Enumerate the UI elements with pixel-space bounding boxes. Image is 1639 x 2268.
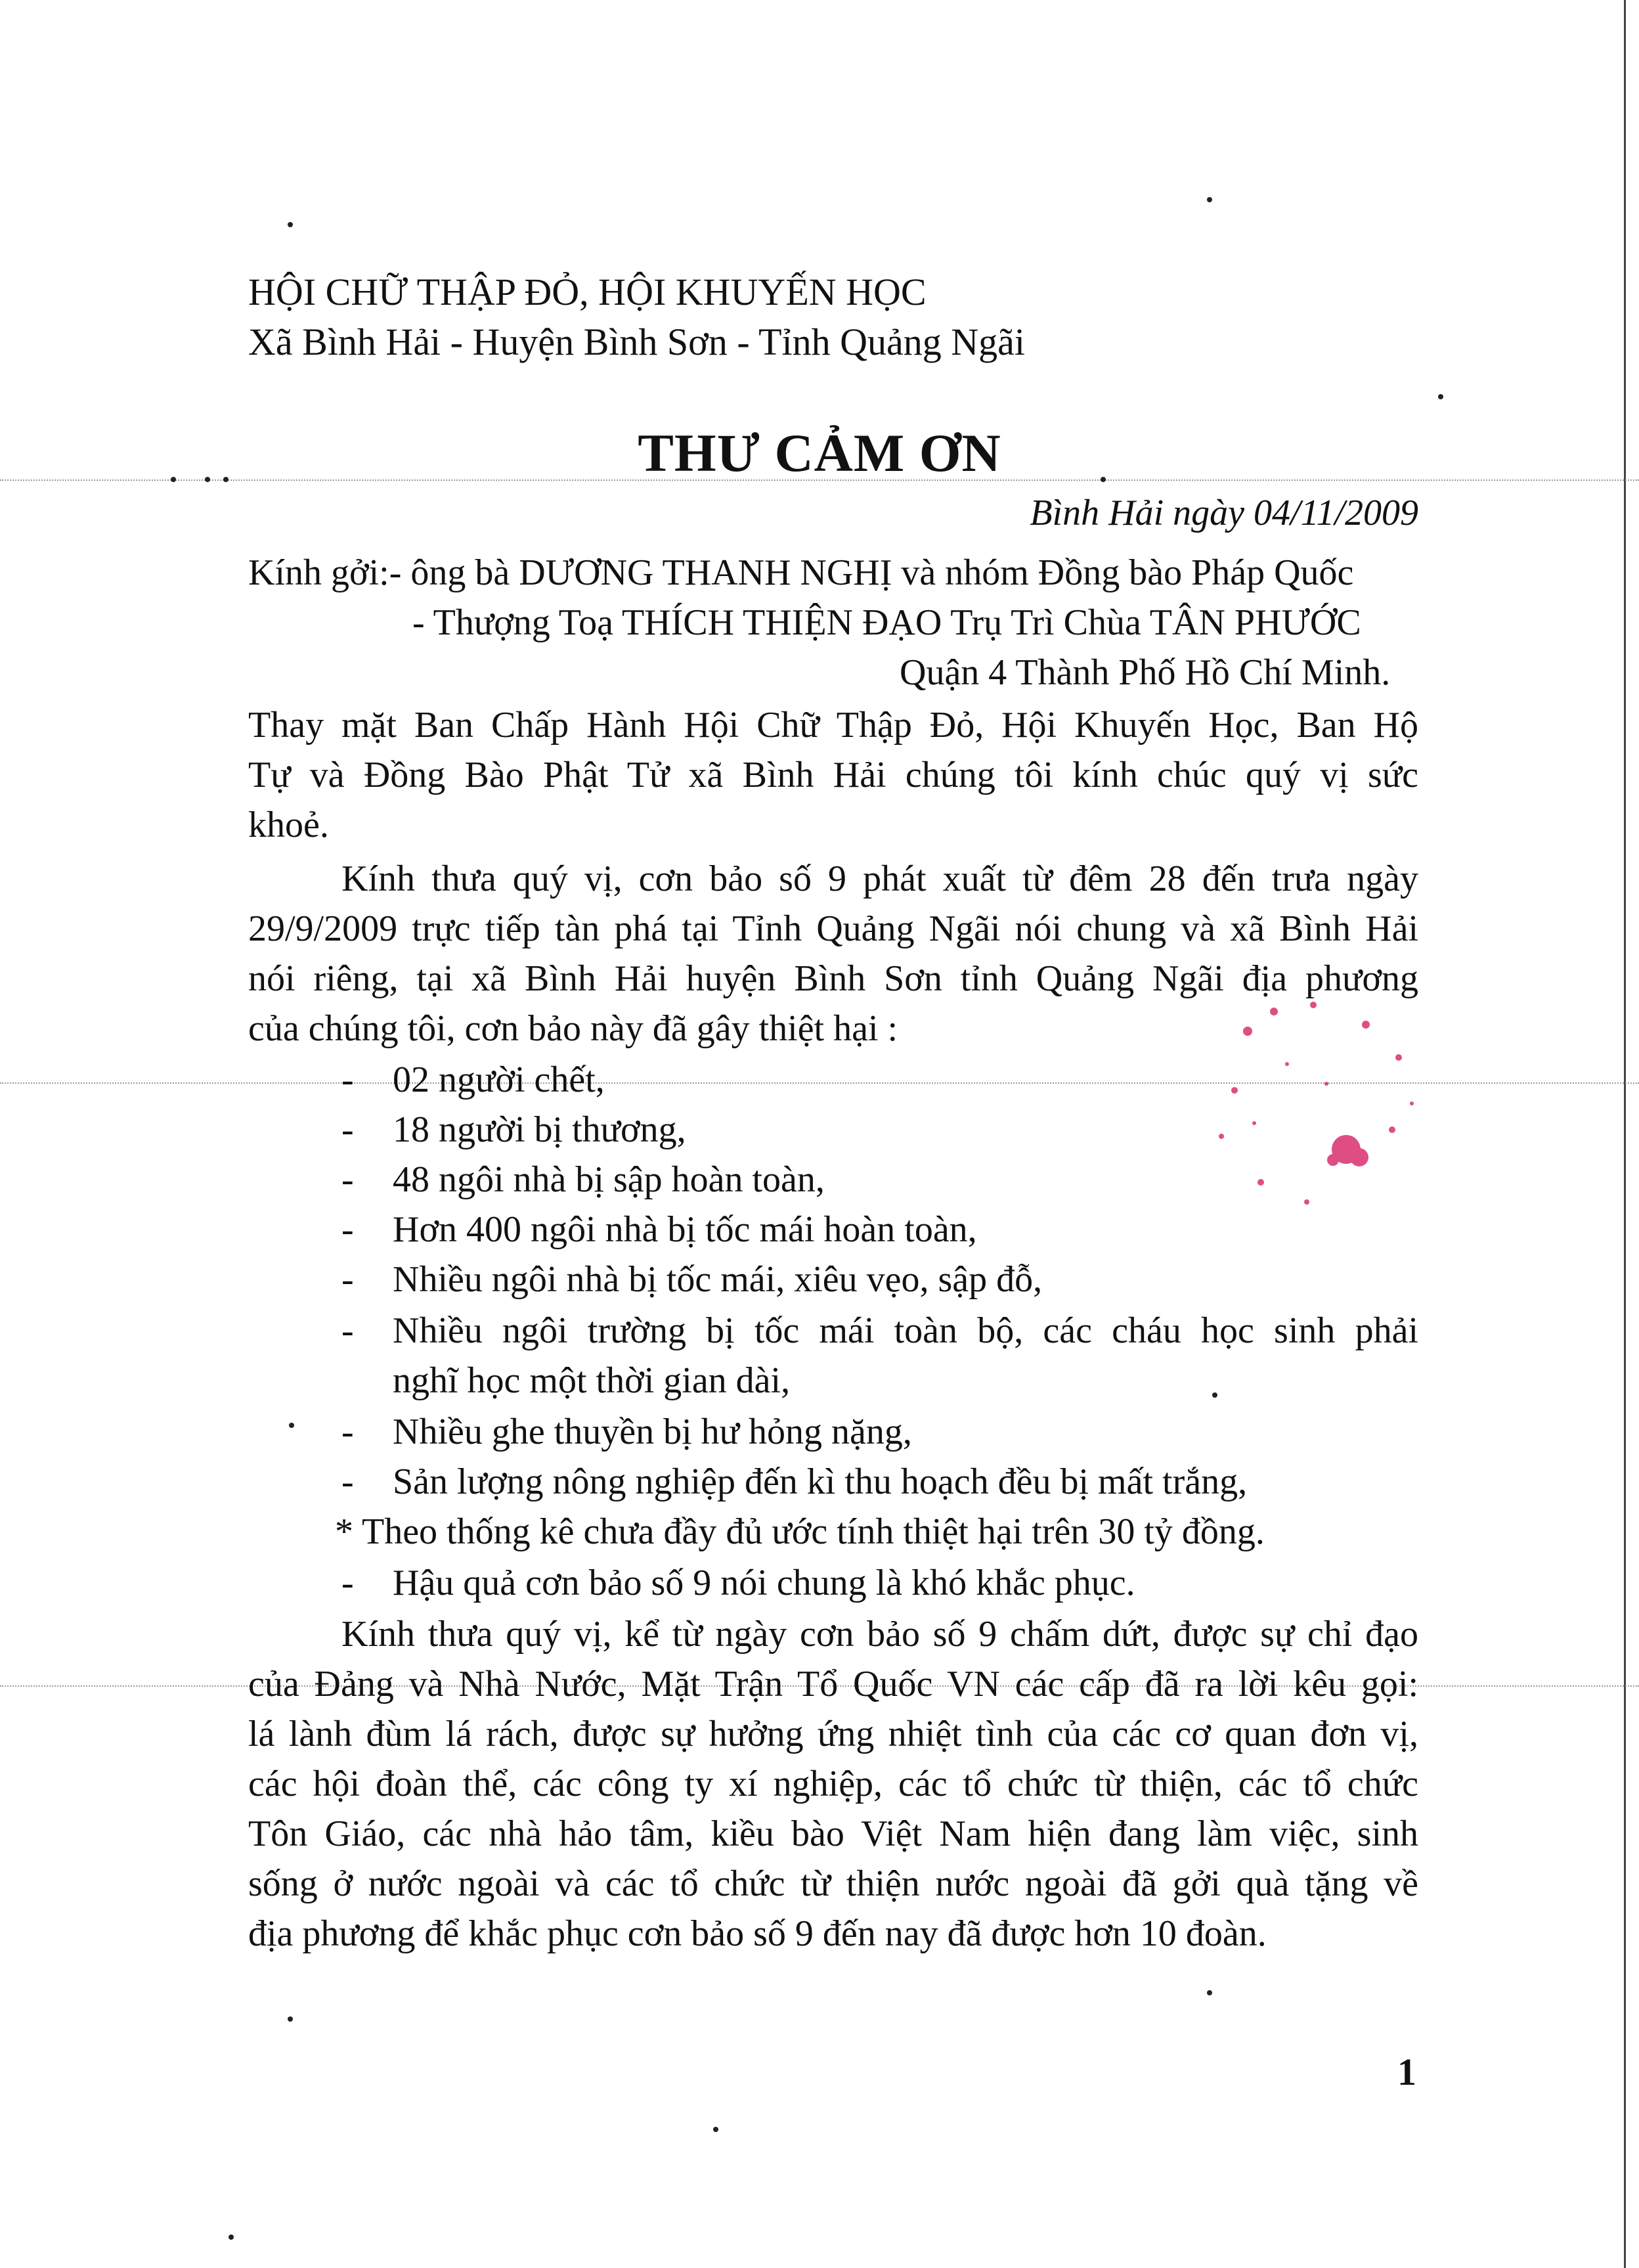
list-dash: -	[341, 1461, 354, 1502]
letter-title: THƯ CẢM ƠN	[638, 423, 1001, 483]
paragraph-line: 29/9/2009 trực tiếp tàn phá tại Tỉnh Quảng Ngãi nói chung và xã Bình Hải	[248, 908, 1418, 949]
damage-item: 02 người chết,	[393, 1059, 605, 1100]
list-dash: -	[341, 1209, 354, 1250]
scan-speck	[288, 222, 293, 227]
scan-speck	[289, 1423, 294, 1428]
paragraph-relief	[248, 1659, 1418, 1909]
recipient-line: Quận 4 Thành Phố Hồ Chí Minh.	[900, 652, 1391, 693]
scan-edge	[1624, 0, 1626, 2268]
paragraph-line: của Đảng và Nhà Nước, Mặt Trận Tổ Quốc VN các cấp đã ra lời kêu gọi:	[248, 1664, 1418, 1704]
list-dash: -	[341, 1563, 354, 1603]
damage-item: Sản lượng nông nghiệp đến kì thu hoạch đều bị mất trắng,	[393, 1461, 1248, 1502]
letter-date: Bình Hải ngày 04/11/2009	[1030, 493, 1418, 533]
paragraph-line: Kính thưa quý vị, kể từ ngày cơn bảo số 9 chấm dứt, được sự chỉ đạo	[341, 1614, 1418, 1655]
scan-speck	[1207, 197, 1212, 202]
list-dash: -	[341, 1310, 354, 1351]
consequence-item: Hậu quả cơn bảo số 9 nói chung là khó khắc phục.	[393, 1563, 1135, 1603]
damage-item-continued: nghĩ học một thời gian dài,	[393, 1360, 791, 1401]
paragraph-line: địa phương để khắc phục cơn bảo số 9 đến nay đã được hơn 10 đoàn.	[248, 1913, 1267, 1954]
list-dash: -	[341, 1159, 354, 1200]
scan-speck	[1212, 1392, 1217, 1398]
org-address: Xã Bình Hải - Huyện Bình Sơn - Tỉnh Quảng Ngãi	[248, 321, 1026, 363]
list-dash: -	[341, 1259, 354, 1300]
paragraph-greeting	[248, 700, 1418, 800]
scan-speck	[229, 2235, 234, 2240]
page-number: 1	[1397, 2051, 1416, 2093]
paragraph-damage-intro	[248, 904, 1418, 1004]
paragraph-line: nói riêng, tại xã Bình Hải huyện Bình Sơn tỉnh Quảng Ngãi địa phương	[248, 958, 1418, 999]
scan-speck	[1207, 1990, 1212, 1995]
paragraph-line: Kính thưa quý vị, cơn bảo số 9 phát xuất từ đêm 28 đến trưa ngày	[341, 858, 1418, 899]
recipient-line: Kính gởi:- ông bà DƯƠNG THANH NGHỊ và nhóm Đồng bào Pháp Quốc	[248, 552, 1354, 593]
scan-speck	[713, 2127, 718, 2132]
damage-item: Nhiều ngôi nhà bị tốc mái, xiêu vẹo, sập đỗ,	[393, 1259, 1043, 1300]
damage-estimate: * Theo thống kê chưa đầy đủ ước tính thiệt hại trên 30 tỷ đồng.	[335, 1511, 1265, 1552]
seal-stamp-mark	[1195, 985, 1431, 1222]
damage-item: Nhiều ghe thuyền bị hư hỏng nặng,	[393, 1412, 912, 1452]
paragraph-line: Tự và Đồng Bào Phật Tử xã Bình Hải chúng tôi kính chúc quý vị sức	[248, 755, 1418, 795]
damage-item: Nhiều ngôi trường bị tốc mái toàn bộ, các cháu học sinh phải	[393, 1310, 1418, 1351]
paragraph-line: sống ở nước ngoài và các tổ chức từ thiện nước ngoài đã gởi quà tặng về	[248, 1863, 1418, 1904]
list-dash: -	[341, 1412, 354, 1452]
damage-item: 48 ngôi nhà bị sập hoàn toàn,	[393, 1159, 825, 1200]
org-name: HỘI CHỮ THẬP ĐỎ, HỘI KHUYẾN HỌC	[248, 271, 927, 313]
recipient-line: - Thượng Toạ THÍCH THIỆN ĐẠO Trụ Trì Chùa TÂN PHƯỚC	[412, 602, 1361, 643]
paragraph-line: Tôn Giáo, các nhà hảo tâm, kiều bào Việt Nam hiện đang làm việc, sinh	[248, 1813, 1418, 1854]
scan-speck	[288, 2016, 293, 2022]
paragraph-line: lá lành đùm lá rách, được sự hưởng ứng nhiệt tình của các cơ quan đơn vị,	[248, 1714, 1418, 1754]
list-dash: -	[341, 1059, 354, 1100]
paragraph-line: các hội đoàn thể, các công ty xí nghiệp, các tổ chức từ thiện, các tổ chức	[248, 1764, 1418, 1804]
paragraph-line: khoẻ.	[248, 805, 329, 845]
damage-item: Hơn 400 ngôi nhà bị tốc mái hoàn toàn,	[393, 1209, 977, 1250]
paragraph-line: của chúng tôi, cơn bảo này đã gây thiệt hại :	[248, 1008, 898, 1049]
scan-speck	[1438, 394, 1443, 399]
damage-item: 18 người bị thương,	[393, 1109, 686, 1150]
paragraph-line: Thay mặt Ban Chấp Hành Hội Chữ Thập Đỏ, Hội Khuyến Học, Ban Hộ	[248, 705, 1418, 745]
list-dash: -	[341, 1109, 354, 1150]
